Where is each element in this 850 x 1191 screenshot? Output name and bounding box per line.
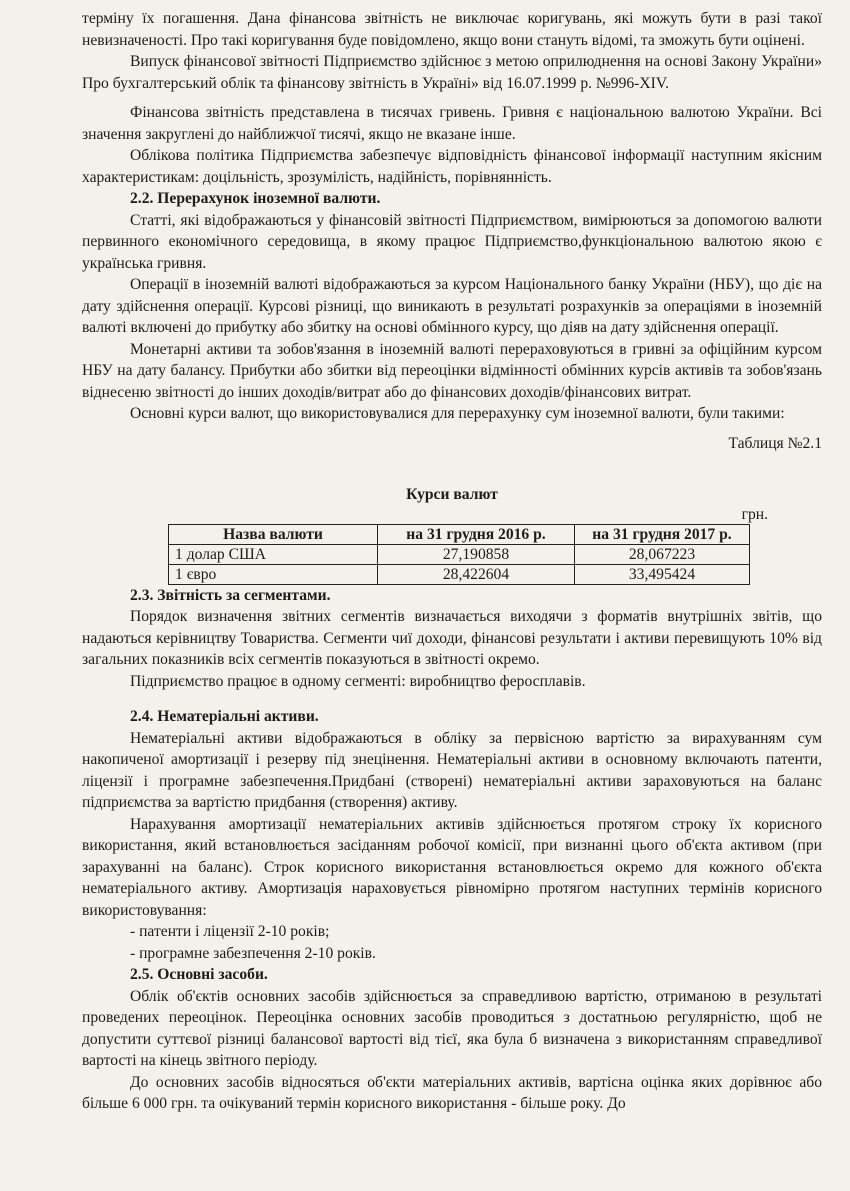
paragraph: Основні курси валют, що використовувалися для перерахунку сум іноземної валюти, були такими: <box>130 405 785 422</box>
paragraph: Операції в іноземній валюті відображаються за курсом Національного банку України (НБУ), що діє на дату здійснення операції. Курсові різниці, що виникають в результаті розрахунків за операціями в іноземній валюті включені до прибутку або збитку на основі обмінного курсу, що діяв на дату здійснення операції. <box>82 276 822 336</box>
table-row <box>169 564 750 584</box>
paragraph: Статті, які відображаються у фінансовій звітності Підприємством, вимірюються за допомогою валюти первинного економічного середовища, в якому працює Підприємство,функціональною валютою якою є українська гривня. <box>82 211 822 272</box>
cell-rate-2016: 27,190858 <box>378 544 575 564</box>
cell-rate-2016: 28,422604 <box>378 564 575 584</box>
table-unit: грн. <box>741 505 768 523</box>
section-heading: 2.3. Звітність за сегментами. <box>130 586 331 604</box>
paragraph: Випуск фінансової звітності Підприємство здійснює з метою оприлюднення на основі Закону України» Про бухгалтерський облік та фінансову звітність в Україні» від 16.07.1999 р. №996-XIV. <box>82 53 822 92</box>
paragraph: Облік об'єктів основних засобів здійснюється за справедливою вартістю, отриманою в результаті проведених переоцінок. Переоцінка основних засобів проводиться з достатньою регулярністю, щоб не допустити суттєвої різниці балансової вартості від тієї, яка була б визначена з використанням справедливої вартості на кінець звітного періоду. <box>82 987 822 1069</box>
table-number: Таблиця №2.1 <box>728 434 822 452</box>
paragraph: Порядок визначення звітних сегментів визначається виходячи з форматів внутрішніх звітів, що надаються керівництву Товариства. Сегменти чиї доходи, фінансові результати і активи перевищують 10% від загальних показників всіх сегментів показуються в звітності окремо. <box>82 608 822 668</box>
header-2016: на 31 грудня 2016 р. <box>378 524 575 544</box>
table-header-row <box>169 524 750 544</box>
section-heading: 2.5. Основні засоби. <box>130 966 268 983</box>
section-heading: 2.4. Нематеріальні активи. <box>130 708 319 725</box>
cell-rate-2017: 28,067223 <box>575 544 750 564</box>
cell-rate-2017: 33,495424 <box>575 564 750 584</box>
table-row <box>169 544 750 564</box>
header-currency: Назва валюти <box>169 524 378 544</box>
paragraph: терміну їх погашення. Дана фінансова звітність не виключає коригувань, які можуть бути в разі такої невизначеності. Про такі коригування буде повідомлено, якщо вони стануть відомі, та зможуть бути оцінені. <box>82 10 822 49</box>
paragraph: Фінансова звітність представлена в тисячах гривень. Гривня є національною валютою України. Всі значення закруглені до найближчої тисячі, якщо не вказане інше. <box>82 104 822 143</box>
paragraph: Підприємство працює в одному сегменті: виробництво феросплавів. <box>130 672 586 690</box>
paragraph: Нарахування амортизації нематеріальних активів здійснюється протягом строку їх корисного використання, який встановлюється засіданням робочої комісії, при визнанні цього об'єкта активом (при зарахуванні на баланс). Строк корисного використання встановлюється окремо для кожного об'єкта нематеріального активу. Амортизація нараховується рівномірно протягом наступних термінів корисного використовування: <box>82 815 822 919</box>
cell-currency: 1 долар США <box>169 544 378 564</box>
section-heading: 2.2. Перерахунок іноземної валюти. <box>130 190 381 207</box>
header-2017: на 31 грудня 2017 р. <box>575 524 750 544</box>
list-item: - програмне забезпечення 2-10 років. <box>130 944 376 962</box>
paragraph: Облікова політика Підприємства забезпечує відповідність фінансової інформації наступним якісним характеристикам: доцільність, зрозумілість, надійність, порівнянність. <box>82 147 822 186</box>
exchange-rates-table <box>168 524 750 585</box>
table-title: Курси валют <box>406 486 498 503</box>
list-item: - патенти і ліцензії 2-10 років; <box>130 923 330 940</box>
cell-currency: 1 євро <box>169 564 378 584</box>
paragraph: Монетарні активи та зобов'язання в іноземній валюті перераховуються в гривні за офіційним курсом НБУ на дату балансу. Прибутки або збитки від переоцінки відмінності обмінних курсів активів та зобов'язань віднесеню звітності до інших доходів/витрат або до фінансових доходів/фінансових витрат. <box>82 340 822 401</box>
paragraph: Нематеріальні активи відображаються в обліку за первісною вартістю за вирахуванням сум накопиченої амортизації і резерву під знецінення. Нематеріальні активи в основному включають патенти, ліцензії і програмне забезпечення.Придбані (створені) нематеріальні активи зараховуються на баланс підприємства за вартістю придбання (створення) активу. <box>82 729 822 811</box>
paragraph: До основних засобів відносяться об'єкти матеріальних активів, вартісна оцінка яких дорівнює або більше 6 000 грн. та очікуваний термін корисного використання - більше року. До <box>82 1073 822 1112</box>
